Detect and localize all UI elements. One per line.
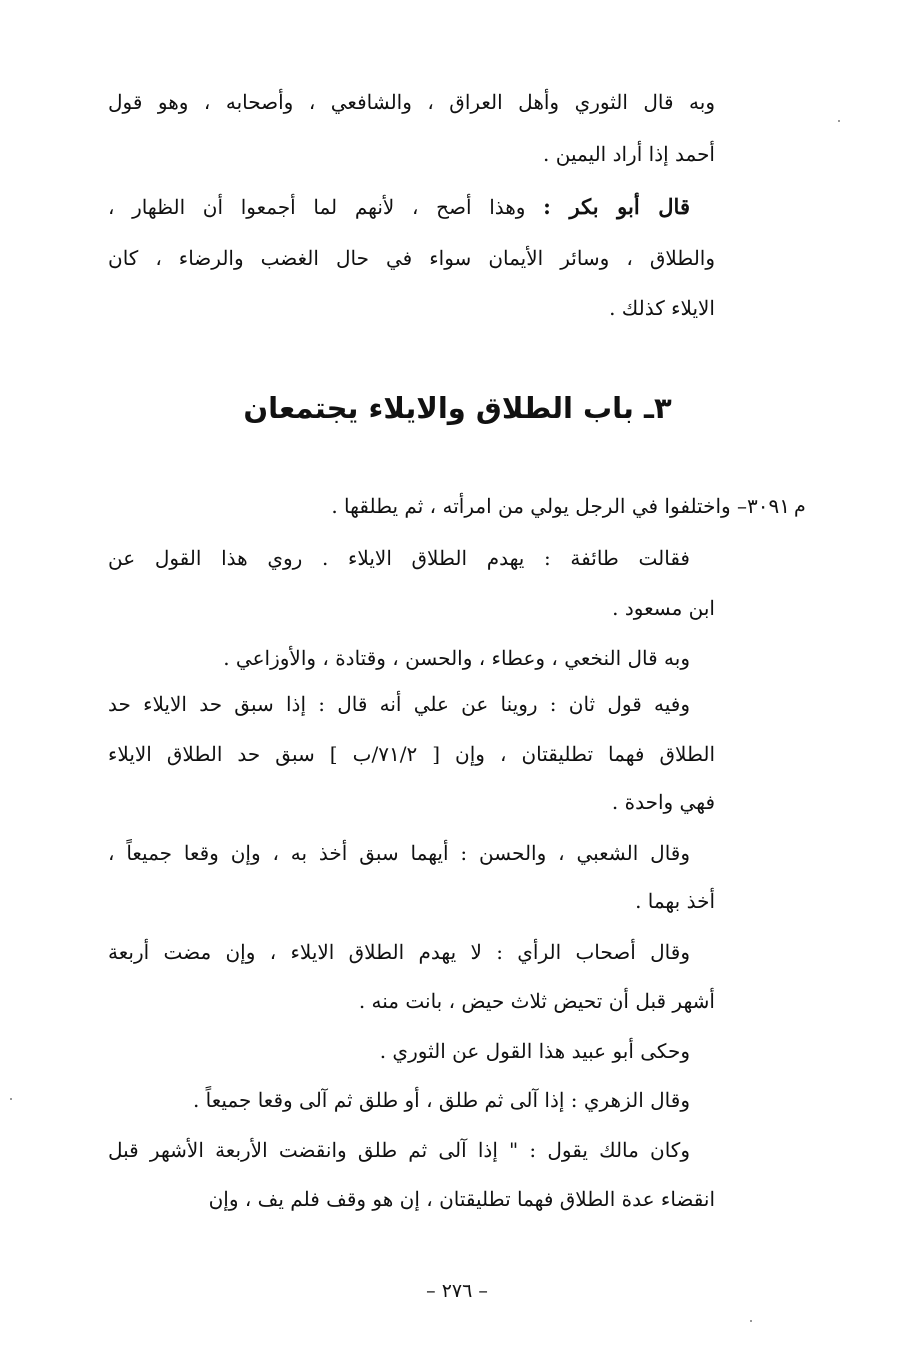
entry-line-6: الطلاق فهما تطليقتان ، وإن [ ٧١/٢/ب ] سبق حد الطلاق الايلاء — [108, 742, 716, 766]
entry-line-10: وقال أصحاب الرأي : لا يهدم الطلاق الايلاء ، وإن مضت أربعة — [108, 940, 690, 964]
entry-line-11: أشهر قبل أن تحيض ثلاث حيض ، بانت منه . — [358, 989, 715, 1013]
abu-bakr-text: وهذا أصح ، لأنهم لما أجمعوا أن الظهار ، — [108, 195, 544, 219]
section-title: ٣ـ باب الطلاق والايلاء يجتمعان — [243, 391, 672, 425]
entry-line-14: وكان مالك يقول : " إذا آلى ثم طلق وانقضت الأربعة الأشهر قبل — [108, 1138, 690, 1162]
entry-line-3: ابن مسعود . — [612, 596, 715, 620]
margin-marker: م — [794, 495, 806, 517]
entry-line-12: وحكى أبو عبيد هذا القول عن الثوري . — [379, 1039, 690, 1063]
scan-speck — [838, 120, 840, 122]
entry-line-15: انقضاء عدة الطلاق فهما تطليقتان ، إن هو وقف فلم يف ، وإن — [208, 1187, 715, 1211]
entry-line-5: وفيه قول ثان : روينا عن علي أنه قال : إذا سبق حد الايلاء حد — [108, 692, 690, 716]
entry-line-9: أخذ بهما . — [635, 889, 715, 913]
page-number: – ٢٧٦ – — [426, 1280, 488, 1302]
abu-bakr-paragraph-line-3: الايلاء كذلك . — [609, 296, 715, 320]
abu-bakr-lead: قال أبو بكر : — [543, 194, 690, 219]
entry-line-8: وقال الشعبي ، والحسن : أيهما سبق أخذ به ، وإن وقعا جميعاً ، — [108, 841, 690, 865]
entry-line-2: فقالت طائفة : يهدم الطلاق الايلاء . روي هذا القول عن — [108, 546, 690, 570]
scan-speck — [10, 1098, 12, 1100]
entry-number-line: ٣٠٩١– واختلفوا في الرجل يولي من امرأته ، ثم يطلقها . — [331, 494, 790, 518]
abu-bakr-paragraph-line-2: والطلاق ، وسائر الأيمان سواء في حال الغضب والرضاء ، كان — [108, 246, 716, 270]
entry-line-4: وبه قال النخعي ، وعطاء ، والحسن ، وقتادة ، والأوزاعي . — [223, 646, 690, 670]
intro-line-1: وبه قال الثوري وأهل العراق ، والشافعي ، وأصحابه ، وهو قول — [108, 90, 715, 114]
scan-speck — [750, 1320, 752, 1322]
entry-line-13: وقال الزهري : إذا آلى ثم طلق ، أو طلق ثم آلى وقعا جميعاً . — [192, 1088, 690, 1112]
entry-line-7: فهي واحدة . — [611, 790, 715, 814]
abu-bakr-paragraph-line-1 — [108, 192, 690, 222]
intro-line-2: أحمد إذا أراد اليمين . — [543, 142, 715, 166]
